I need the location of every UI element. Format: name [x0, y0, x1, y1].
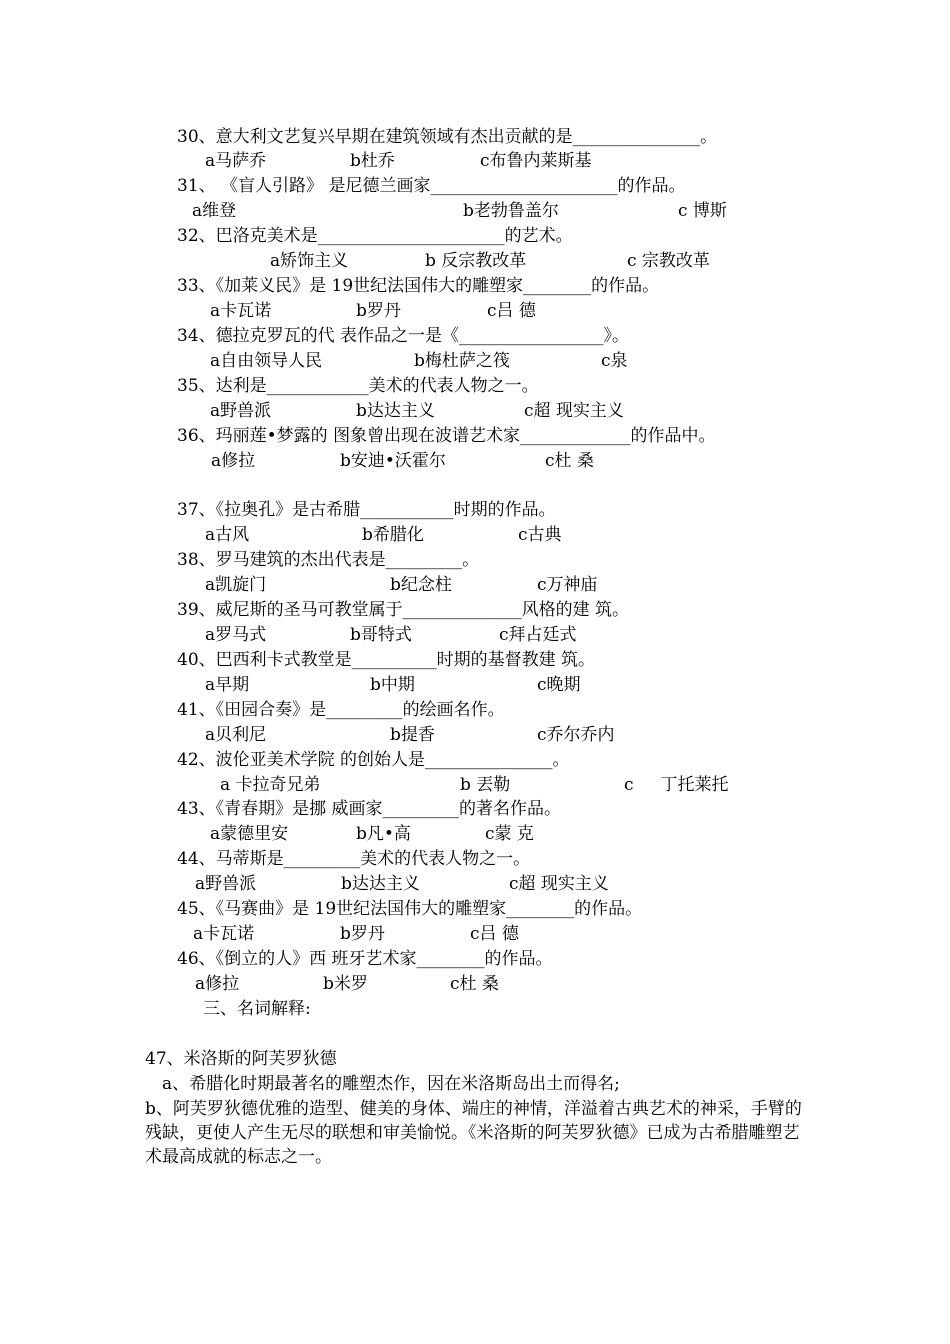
option-b: b米罗	[323, 974, 368, 994]
option-a: a 卡拉奇兄弟	[220, 775, 321, 795]
option-c: c吕 德	[470, 924, 519, 944]
option-a: a修拉	[195, 974, 240, 994]
question-text: 33、《加莱义民》是 19世纪法国伟大的雕塑家________的作品。	[177, 276, 660, 296]
question-text: 45、《马赛曲》是 19世纪法国伟大的雕塑家________的作品。	[177, 899, 643, 919]
question-text: 31、 《盲人引路》 是尼德兰画家______________________的作品。	[177, 176, 686, 196]
option-c: c乔尔乔内	[537, 725, 615, 745]
question-text: 35、达利是____________美术的代表人物之一。	[177, 376, 539, 396]
option-a: a古风	[205, 525, 250, 545]
question-text: 43、《青春期》是挪 威画家_________的著名作品。	[177, 799, 562, 819]
question-text: 36、玛丽莲•梦露的 图象曾出现在波谱艺术家_____________的作品中。	[177, 426, 716, 446]
option-b: b安迪•沃霍尔	[340, 451, 446, 471]
option-c: c超 现实主义	[509, 874, 609, 894]
option-a: a维登	[192, 201, 237, 221]
option-b: b凡•高	[356, 824, 411, 844]
option-c: c蒙 克	[485, 824, 534, 844]
option-b: b达达主义	[341, 874, 420, 894]
option-a: a罗马式	[205, 625, 267, 645]
question-text: 44、马蒂斯是_________美术的代表人物之一。	[177, 849, 531, 869]
option-a: a蒙德里安	[210, 824, 289, 844]
question-text: 30、意大利文艺复兴早期在建筑领域有杰出贡献的是_______________。	[177, 127, 718, 147]
option-c: c 丁托莱托	[624, 775, 729, 795]
question-text: 37、《拉奥孔》是古希腊___________时期的作品。	[177, 500, 556, 520]
section-title: 三、名词解释:	[203, 999, 311, 1019]
option-c: c古典	[518, 525, 562, 545]
option-b: b 反宗教改革	[425, 251, 527, 271]
question-text: 40、巴西利卡式教堂是__________时期的基督教建 筑。	[177, 650, 596, 670]
option-b: b梅杜萨之筏	[414, 351, 510, 371]
question-text: 38、罗马建筑的杰出代表是_________。	[177, 550, 480, 570]
option-a: a卡瓦诺	[210, 301, 272, 321]
question-text: 42、波伦亚美术学院 的创始人是_______________。	[177, 750, 570, 770]
option-c: c布鲁内莱斯基	[480, 151, 592, 171]
option-a: a修拉	[211, 451, 256, 471]
question-text: 46、《倒立的人》西 班牙艺术家________的作品。	[177, 949, 553, 969]
option-b: b罗丹	[356, 301, 401, 321]
option-b: b纪念柱	[390, 575, 452, 595]
option-b: b达达主义	[356, 401, 435, 421]
option-c: c吕 德	[487, 301, 536, 321]
option-a: a野兽派	[195, 874, 257, 894]
option-b: b罗丹	[340, 924, 385, 944]
option-b: b中期	[370, 675, 415, 695]
option-a: a马萨乔	[205, 151, 267, 171]
option-b: b杜乔	[350, 151, 395, 171]
option-c: c拜占廷式	[499, 625, 577, 645]
option-c: c晚期	[537, 675, 581, 695]
option-b: b老勃鲁盖尔	[463, 201, 559, 221]
option-a: a自由领导人民	[210, 351, 323, 371]
question-text: 39、威尼斯的圣马可教堂属于______________风格的建 筑。	[177, 600, 630, 620]
term-point-b: b、阿芙罗狄德优雅的造型、健美的身体、端庄的神情，洋溢着古典艺术的神采，手臂的残缺，更使人产生无尽的联想和审美愉悦。《米洛斯的阿芙罗狄德》已成为古希腊雕塑艺术最高成就的标志之一。	[145, 1099, 802, 1167]
option-b: b希腊化	[362, 525, 424, 545]
question-text: 41、《田园合奏》是_________的绘画名作。	[177, 700, 505, 720]
option-c: c万神庙	[537, 575, 598, 595]
option-b: b 丟勒	[460, 775, 511, 795]
option-c: c杜 桑	[450, 974, 499, 994]
option-b: b哥特式	[350, 625, 412, 645]
option-c: c泉	[601, 351, 628, 371]
term-point-a: a、希腊化时期最著名的雕塑杰作，因在米洛斯岛出土而得名;	[162, 1074, 620, 1094]
option-a: a凯旋门	[205, 575, 267, 595]
option-c: c 博斯	[678, 201, 727, 221]
option-a: a卡瓦诺	[193, 924, 255, 944]
option-c: c 宗教改革	[627, 251, 710, 271]
option-a: a矫饰主义	[270, 251, 349, 271]
option-a: a贝利尼	[205, 725, 267, 745]
term-heading: 47、米洛斯的阿芙罗狄德	[145, 1049, 337, 1069]
option-a: a早期	[205, 675, 250, 695]
option-c: c超 现实主义	[524, 401, 624, 421]
question-text: 32、巴洛克美术是______________________的艺术。	[177, 226, 573, 246]
question-text: 34、德拉克罗瓦的代 表作品之一是《_________________》。	[177, 326, 630, 346]
option-a: a野兽派	[210, 401, 272, 421]
option-c: c杜 桑	[545, 451, 594, 471]
option-b: b提香	[390, 725, 435, 745]
